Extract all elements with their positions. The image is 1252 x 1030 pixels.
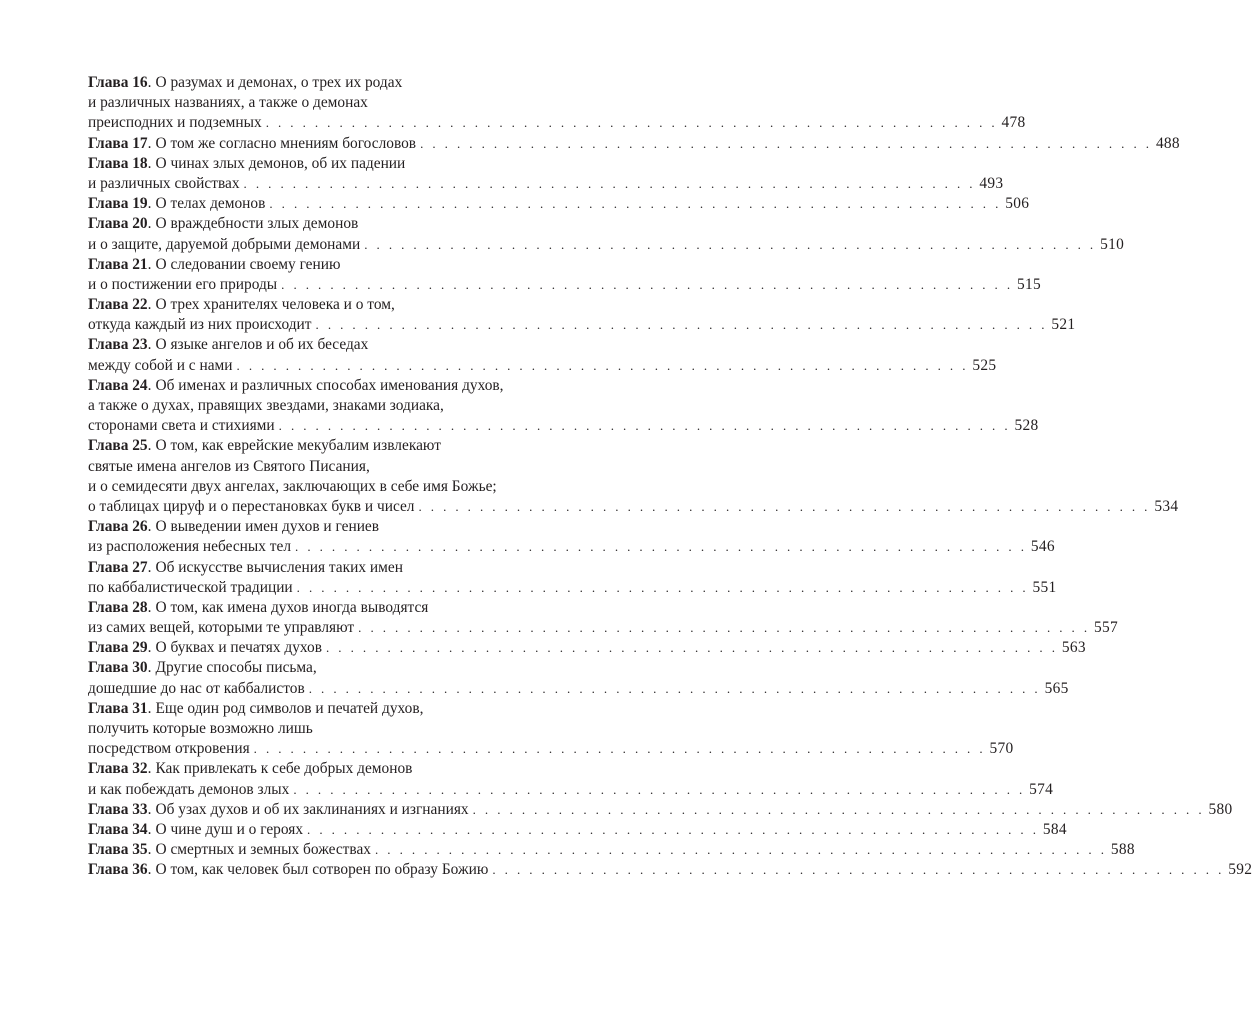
toc-entry bbox=[88, 436, 1179, 517]
chapter-label-separator: . bbox=[147, 215, 152, 233]
toc-line bbox=[88, 800, 1233, 820]
chapter-title-line: О трех хранителях человека и о том, bbox=[155, 296, 395, 314]
chapter-label: Глава 21 bbox=[88, 255, 148, 273]
toc-entry bbox=[88, 800, 1233, 820]
chapter-title-line: и как побеждать демонов злых bbox=[88, 780, 290, 798]
chapter-title-line: О том, как человек был сотворен по образу Божию bbox=[155, 861, 489, 879]
toc-line bbox=[88, 860, 1252, 880]
chapter-title-line: О смертных и земных божествах bbox=[155, 841, 371, 859]
chapter-label-separator: . bbox=[147, 336, 152, 354]
chapter-title-line: О чине душ и о героях bbox=[155, 820, 304, 838]
toc-line bbox=[88, 739, 1014, 759]
toc-line bbox=[88, 598, 568, 618]
toc-entry bbox=[88, 214, 1125, 254]
page-number: 534 bbox=[1154, 497, 1179, 515]
page-number: 557 bbox=[1094, 619, 1118, 637]
chapter-title-line: Как привлекать к себе добрых демонов bbox=[155, 760, 413, 778]
chapter-title-line: О том же согласно мнениям богословов bbox=[155, 134, 417, 152]
chapter-title-line: и о семидесяти двух ангелах, заключающих в себе имя Божье; bbox=[88, 477, 497, 495]
toc-line bbox=[88, 497, 1179, 517]
toc-line bbox=[88, 295, 568, 315]
page-number: 493 bbox=[979, 174, 1004, 192]
chapter-title-line: и различных названиях, а также о демонах bbox=[88, 94, 368, 112]
chapter-title-line: о таблицах цируф и о перестановках букв и чисел bbox=[88, 497, 415, 515]
toc-line bbox=[88, 315, 1076, 335]
toc-line bbox=[88, 396, 568, 416]
chapter-title-line: О следовании своему гению bbox=[155, 255, 341, 273]
toc-line bbox=[88, 780, 1054, 800]
table-of-contents bbox=[88, 73, 1252, 881]
toc-line bbox=[88, 820, 1067, 840]
dot-leader: . . . . . . . . . . . . . . . . . . . . . . . . . . . . . . . . . . . . . . . . . . . . . . . . . . . . . . . . . . . . bbox=[364, 236, 1097, 252]
chapter-label-separator: . bbox=[147, 437, 152, 455]
chapter-label: Глава 28 bbox=[88, 598, 148, 616]
chapter-label-separator: . bbox=[147, 820, 152, 838]
toc-line bbox=[88, 174, 1004, 194]
toc-line bbox=[88, 457, 568, 477]
chapter-title-line: и различных свойствах bbox=[88, 174, 240, 192]
chapter-label-separator: . bbox=[147, 699, 152, 717]
toc-line bbox=[88, 255, 568, 275]
chapter-label: Глава 22 bbox=[88, 296, 148, 314]
toc-entry bbox=[88, 154, 1004, 194]
page-number: 592 bbox=[1228, 861, 1252, 879]
toc-entry bbox=[88, 517, 1055, 557]
toc-line bbox=[88, 73, 568, 93]
chapter-title-line: О выведении имен духов и гениев bbox=[155, 518, 380, 536]
chapter-label: Глава 36 bbox=[88, 861, 148, 879]
chapter-label: Глава 23 bbox=[88, 336, 148, 354]
chapter-title-line: посредством откровения bbox=[88, 740, 250, 758]
chapter-label: Глава 16 bbox=[88, 74, 148, 91]
chapter-label-separator: . bbox=[147, 659, 152, 677]
chapter-title-line: и о постижении его природы bbox=[88, 275, 278, 293]
toc-entry bbox=[88, 376, 1039, 437]
toc-line bbox=[88, 214, 568, 234]
chapter-label-separator: . bbox=[147, 376, 152, 394]
chapter-label: Глава 25 bbox=[88, 437, 148, 455]
toc-line bbox=[88, 840, 1135, 860]
page-number: 506 bbox=[1005, 195, 1030, 213]
dot-leader: . . . . . . . . . . . . . . . . . . . . . . . . . . . . . . . . . . . . . . . . . . . . . . . . . . . . . . . . . . . . bbox=[293, 781, 1026, 797]
chapter-label-separator: . bbox=[147, 134, 152, 152]
chapter-label-separator: . bbox=[147, 598, 152, 616]
chapter-title-line: О том, как имена духов иногда выводятся bbox=[155, 598, 429, 616]
page-number: 525 bbox=[972, 356, 997, 374]
chapter-title-line: и о защите, даруемой добрыми демонами bbox=[88, 235, 361, 253]
page-number: 565 bbox=[1044, 679, 1069, 697]
toc-line bbox=[88, 558, 568, 578]
chapter-label: Глава 31 bbox=[88, 699, 148, 717]
chapter-label: Глава 33 bbox=[88, 800, 148, 818]
toc-entry bbox=[88, 255, 1042, 295]
toc-entry bbox=[88, 638, 1086, 658]
toc-line bbox=[88, 335, 568, 355]
chapter-label: Глава 26 bbox=[88, 518, 148, 536]
toc-line bbox=[88, 517, 568, 537]
toc-line bbox=[88, 416, 1039, 436]
toc-entry bbox=[88, 194, 1030, 214]
chapter-label-separator: . bbox=[147, 861, 152, 879]
chapter-title-line: из расположения небесных тел bbox=[88, 538, 292, 556]
toc-line bbox=[88, 194, 1030, 214]
toc-line bbox=[88, 134, 1180, 154]
page-number: 478 bbox=[1001, 114, 1026, 132]
chapter-title-line: из самих вещей, которыми те управляют bbox=[88, 619, 355, 637]
chapter-title-line: откуда каждый из них происходит bbox=[88, 316, 312, 334]
chapter-title-line: Об искусстве вычисления таких имен bbox=[155, 558, 403, 576]
dot-leader: . . . . . . . . . . . . . . . . . . . . . . . . . . . . . . . . . . . . . . . . . . . . . . . . . . . . . . . . . . . . bbox=[278, 418, 1011, 434]
chapter-label: Глава 18 bbox=[88, 154, 148, 172]
chapter-label: Глава 27 bbox=[88, 558, 148, 576]
toc-entry bbox=[88, 335, 997, 375]
toc-entry bbox=[88, 840, 1135, 860]
chapter-label-separator: . bbox=[147, 255, 152, 273]
toc-entry bbox=[88, 558, 1057, 598]
page-number: 488 bbox=[1155, 134, 1180, 152]
chapter-label: Глава 19 bbox=[88, 195, 148, 213]
chapter-title-line: О языке ангелов и об их беседах bbox=[155, 336, 369, 354]
chapter-title-line: а также о духах, правящих звездами, знаками зодиака, bbox=[88, 397, 444, 414]
toc-entry bbox=[88, 699, 1014, 760]
toc-line bbox=[88, 477, 568, 497]
dot-leader: . . . . . . . . . . . . . . . . . . . . . . . . . . . . . . . . . . . . . . . . . . . . . . . . . . . . . . . . . . . . bbox=[307, 821, 1039, 837]
chapter-label-separator: . bbox=[147, 841, 152, 859]
toc-line bbox=[88, 679, 1069, 699]
chapter-label-separator: . bbox=[147, 195, 152, 213]
page-number: 580 bbox=[1208, 800, 1233, 818]
chapter-label-separator: . bbox=[147, 760, 152, 778]
dot-leader: . . . . . . . . . . . . . . . . . . . . . . . . . . . . . . . . . . . . . . . . . . . . . . . . . . . . . . . . . . . . bbox=[253, 741, 986, 757]
toc-line bbox=[88, 658, 568, 678]
dot-leader: . . . . . . . . . . . . . . . . . . . . . . . . . . . . . . . . . . . . . . . . . . . . . . . . . . . . . . . . . . . . bbox=[492, 862, 1225, 878]
toc-entry bbox=[88, 860, 1252, 880]
chapter-title-line: Еще один род символов и печатей духов, bbox=[155, 699, 424, 717]
page-number: 546 bbox=[1030, 538, 1055, 556]
toc-line bbox=[88, 93, 568, 113]
toc-line bbox=[88, 759, 568, 779]
chapter-title-line: сторонами света и стихиями bbox=[88, 417, 275, 435]
page-number: 515 bbox=[1017, 275, 1042, 293]
chapter-label: Глава 29 bbox=[88, 639, 148, 657]
dot-leader: . . . . . . . . . . . . . . . . . . . . . . . . . . . . . . . . . . . . . . . . . . . . . . . . . . . . . . . . . . . . bbox=[420, 135, 1152, 151]
chapter-label: Глава 34 bbox=[88, 820, 148, 838]
toc-line bbox=[88, 537, 1055, 557]
dot-leader: . . . . . . . . . . . . . . . . . . . . . . . . . . . . . . . . . . . . . . . . . . . . . . . . . . . . . . . . . . . . bbox=[358, 620, 1090, 636]
chapter-label-separator: . bbox=[147, 800, 152, 818]
page-number: 510 bbox=[1100, 235, 1125, 253]
page-number: 563 bbox=[1061, 639, 1086, 657]
chapter-title-line: получить которые возможно лишь bbox=[88, 720, 313, 737]
chapter-label-separator: . bbox=[147, 518, 152, 536]
dot-leader: . . . . . . . . . . . . . . . . . . . . . . . . . . . . . . . . . . . . . . . . . . . . . . . . . . . . . . . . . . . . bbox=[315, 317, 1048, 333]
toc-line bbox=[88, 618, 1118, 638]
dot-leader: . . . . . . . . . . . . . . . . . . . . . . . . . . . . . . . . . . . . . . . . . . . . . . . . . . . . . . . . . . . . bbox=[308, 680, 1041, 696]
toc-entry bbox=[88, 759, 1054, 799]
dot-leader: . . . . . . . . . . . . . . . . . . . . . . . . . . . . . . . . . . . . . . . . . . . . . . . . . . . . . . . . . . . . bbox=[472, 801, 1205, 817]
chapter-title-line: между собой и с нами bbox=[88, 356, 233, 374]
toc-line bbox=[88, 113, 1026, 133]
toc-line bbox=[88, 275, 1042, 295]
chapter-label-separator: . bbox=[147, 558, 152, 576]
chapter-label-separator: . bbox=[147, 296, 152, 314]
toc-line bbox=[88, 154, 568, 174]
toc-entry bbox=[88, 73, 1026, 134]
page-number: 521 bbox=[1051, 316, 1076, 334]
chapter-label-separator: . bbox=[147, 74, 152, 91]
toc-line bbox=[88, 356, 997, 376]
dot-leader: . . . . . . . . . . . . . . . . . . . . . . . . . . . . . . . . . . . . . . . . . . . . . . . . . . . . . . . . . . . . bbox=[375, 842, 1107, 858]
chapter-title-line: Другие способы письма, bbox=[155, 659, 317, 677]
toc-line bbox=[88, 719, 568, 739]
toc-entry bbox=[88, 658, 1069, 698]
chapter-label-separator: . bbox=[147, 154, 152, 172]
dot-leader: . . . . . . . . . . . . . . . . . . . . . . . . . . . . . . . . . . . . . . . . . . . . . . . . . . . . . . . . . . . . bbox=[269, 196, 1002, 212]
chapter-label: Глава 17 bbox=[88, 134, 148, 152]
dot-leader: . . . . . . . . . . . . . . . . . . . . . . . . . . . . . . . . . . . . . . . . . . . . . . . . . . . . . . . . . . . . bbox=[296, 579, 1029, 595]
page-number: 551 bbox=[1032, 578, 1057, 596]
toc-entry bbox=[88, 598, 1118, 638]
toc-entry bbox=[88, 295, 1076, 335]
chapter-title-line: по каббалистической традиции bbox=[88, 578, 293, 596]
toc-line bbox=[88, 638, 1086, 658]
toc-line bbox=[88, 578, 1057, 598]
toc-line bbox=[88, 235, 1125, 255]
chapter-label: Глава 24 bbox=[88, 376, 148, 394]
chapter-title-line: преисподних и подземных bbox=[88, 114, 262, 132]
page-number: 574 bbox=[1029, 780, 1054, 798]
chapter-title-line: О чинах злых демонов, об их падении bbox=[155, 154, 406, 172]
dot-leader: . . . . . . . . . . . . . . . . . . . . . . . . . . . . . . . . . . . . . . . . . . . . . . . . . . . . . . . . . . . . bbox=[236, 357, 969, 373]
dot-leader: . . . . . . . . . . . . . . . . . . . . . . . . . . . . . . . . . . . . . . . . . . . . . . . . . . . . . . . . . . . . bbox=[281, 276, 1014, 292]
chapter-title-line: О буквах и печатях духов bbox=[155, 639, 322, 657]
toc-line bbox=[88, 376, 568, 396]
toc-entry bbox=[88, 134, 1180, 154]
dot-leader: . . . . . . . . . . . . . . . . . . . . . . . . . . . . . . . . . . . . . . . . . . . . . . . . . . . . . . . . . . . . bbox=[295, 539, 1027, 555]
toc-line bbox=[88, 699, 568, 719]
chapter-title-line: О враждебности злых демонов bbox=[155, 215, 359, 233]
chapter-title-line: О телах демонов bbox=[155, 195, 266, 213]
dot-leader: . . . . . . . . . . . . . . . . . . . . . . . . . . . . . . . . . . . . . . . . . . . . . . . . . . . . . . . . . . . . bbox=[265, 115, 998, 131]
chapter-label: Глава 35 bbox=[88, 841, 148, 859]
page-number: 528 bbox=[1014, 417, 1039, 435]
chapter-label: Глава 20 bbox=[88, 215, 148, 233]
dot-leader: . . . . . . . . . . . . . . . . . . . . . . . . . . . . . . . . . . . . . . . . . . . . . . . . . . . . . . . . . . . . bbox=[326, 640, 1058, 656]
chapter-title-line: святые имена ангелов из Святого Писания, bbox=[88, 457, 370, 475]
chapter-label: Глава 32 bbox=[88, 760, 148, 778]
page-number: 584 bbox=[1042, 820, 1067, 838]
toc-line bbox=[88, 436, 568, 456]
page-number: 588 bbox=[1110, 841, 1135, 859]
page-number: 570 bbox=[989, 740, 1014, 758]
chapter-title-line: Об узах духов и об их заклинаниях и изгнаниях bbox=[155, 800, 469, 818]
chapter-title-line: дошедшие до нас от каббалистов bbox=[88, 679, 305, 697]
chapter-title-line: О том, как еврейские мекубалим извлекают bbox=[155, 437, 441, 455]
toc-entry bbox=[88, 820, 1067, 840]
chapter-title-line: Об именах и различных способах именования духов, bbox=[155, 376, 504, 394]
chapter-label: Глава 30 bbox=[88, 659, 148, 677]
chapter-title-line: О разумах и демонах, о трех их родах bbox=[155, 74, 403, 91]
chapter-label-separator: . bbox=[147, 639, 152, 657]
dot-leader: . . . . . . . . . . . . . . . . . . . . . . . . . . . . . . . . . . . . . . . . . . . . . . . . . . . . . . . . . . . . bbox=[243, 175, 976, 191]
dot-leader: . . . . . . . . . . . . . . . . . . . . . . . . . . . . . . . . . . . . . . . . . . . . . . . . . . . . . . . . . . . . bbox=[418, 498, 1151, 514]
